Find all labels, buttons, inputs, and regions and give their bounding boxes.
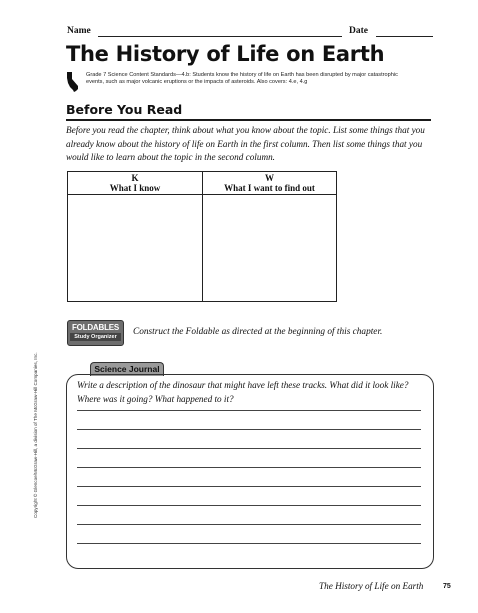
foldables-logo-bottom: Study Organizer <box>70 333 121 341</box>
page-number: 75 <box>443 583 451 590</box>
answer-line[interactable] <box>77 486 421 487</box>
k-title: What I know <box>109 183 161 193</box>
before-you-read-instructions: Before you read the chapter, think about what you know about the topic. List some things that you already know about the history of life on Earth in the first column. Then list some things that you would like to learn about the topic in the second column. <box>66 125 425 162</box>
date-label: Date <box>349 26 368 36</box>
k-column-area[interactable] <box>68 196 202 301</box>
foldables-logo-top: FOLDABLES <box>71 323 120 332</box>
w-letter: W <box>265 173 274 183</box>
answer-line[interactable] <box>77 410 421 411</box>
before-you-read-heading: Before You Read <box>66 102 183 117</box>
california-state-icon <box>66 72 80 92</box>
answer-line[interactable] <box>77 429 421 430</box>
w-column-area[interactable] <box>204 196 336 301</box>
page-title: The History of Life on Earth <box>66 42 385 66</box>
standards-text: Grade 7 Science Content Standards—4.b: Students know the history of life on Earth has been disrupted by major catastrophic events, such as major volcanic eruptions or the impacts of asteroids. Also covers: 4.e, 4.g <box>86 72 398 85</box>
name-label: Name <box>67 26 91 36</box>
k-column-header <box>68 173 202 193</box>
answer-line[interactable] <box>77 543 421 544</box>
answer-lines[interactable] <box>77 410 421 560</box>
answer-line[interactable] <box>77 524 421 525</box>
copyright-notice: Copyright © Glencoe/McGraw-Hill, a division of The McGraw-Hill Companies, Inc. <box>33 352 38 518</box>
science-journal-tab: Science Journal <box>90 362 164 376</box>
date-field[interactable] <box>376 36 433 37</box>
w-title: What I want to find out <box>224 183 315 193</box>
footer-title: The History of Life on Earth <box>319 581 424 591</box>
foldables-logo <box>67 320 124 346</box>
science-journal-prompt: Write a description of the dinosaur that might have left these tracks. What did it look like? Where was it going? What happened to it? <box>77 380 409 404</box>
foldables-instruction: Construct the Foldable as directed at the beginning of this chapter. <box>133 327 383 337</box>
answer-line[interactable] <box>77 448 421 449</box>
answer-line[interactable] <box>77 467 421 468</box>
k-letter: K <box>131 173 139 183</box>
name-field[interactable] <box>98 36 342 37</box>
kw-chart <box>67 171 337 302</box>
answer-line[interactable] <box>77 505 421 506</box>
section-divider <box>66 119 431 121</box>
w-column-header <box>203 173 336 193</box>
